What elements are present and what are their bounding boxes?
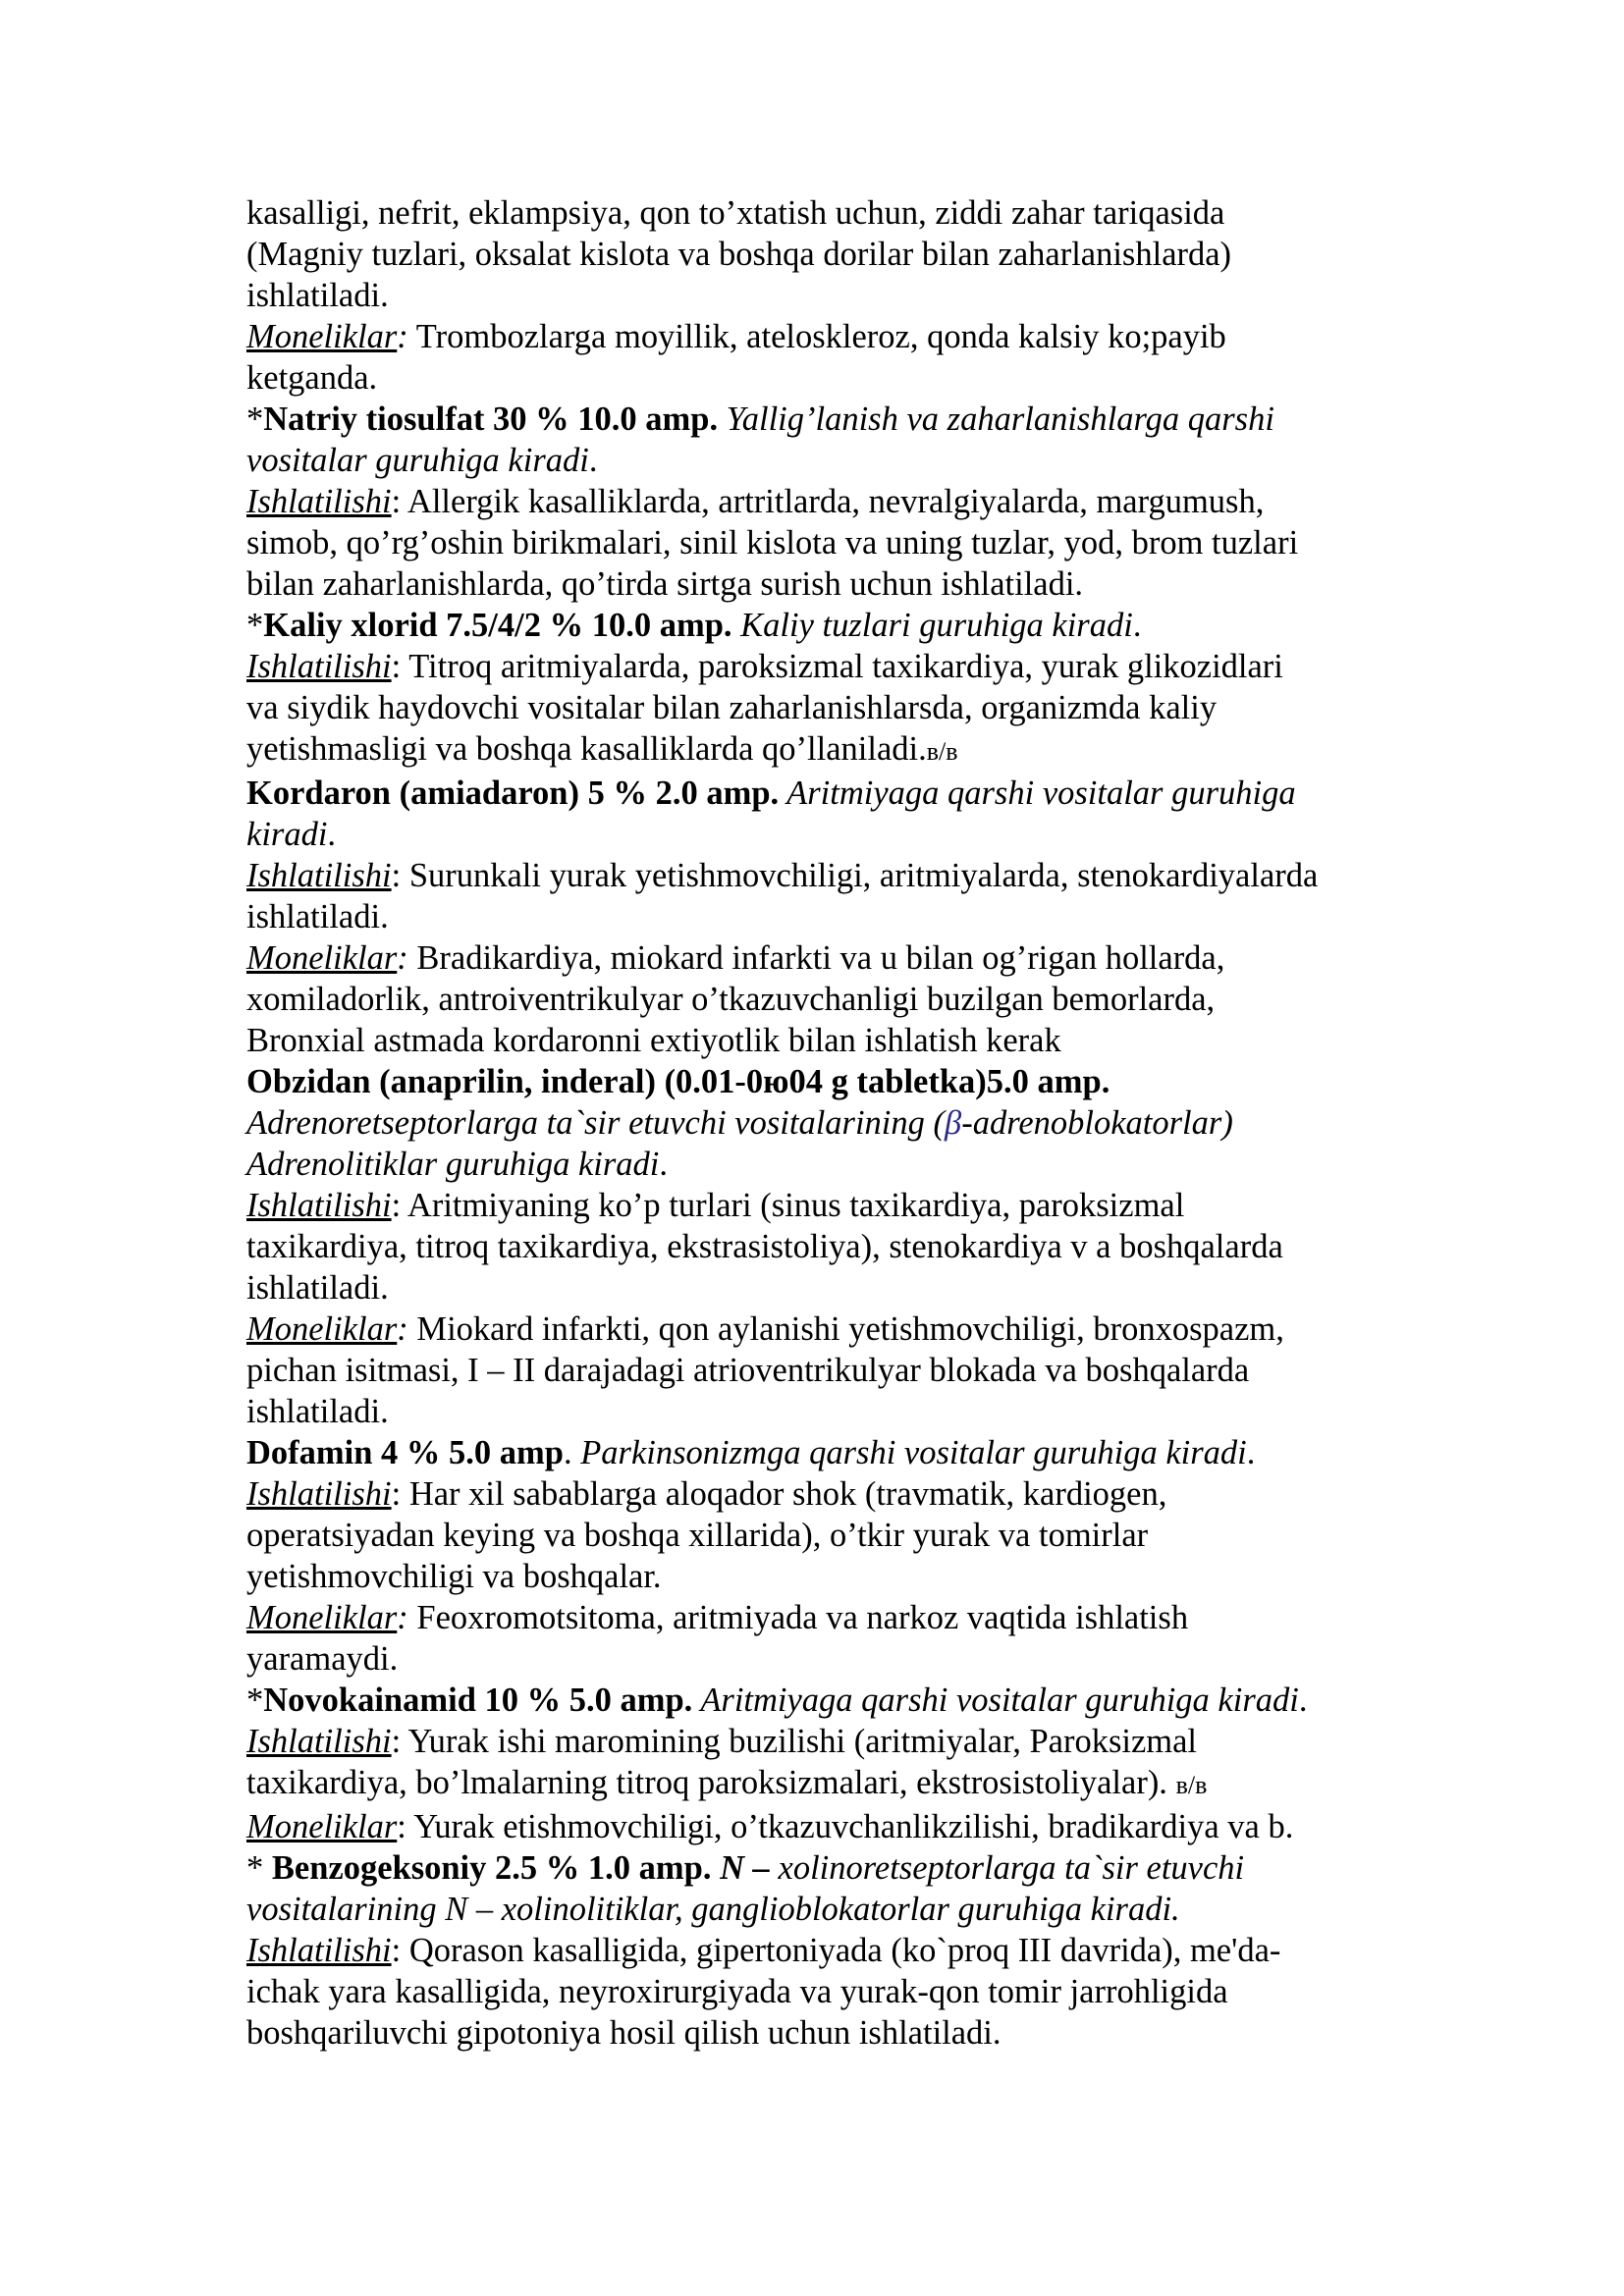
usage-label: Ishlatilishi xyxy=(246,1932,392,1969)
drug-group: Aritmiyaga qarshi vositalar guruhiga xyxy=(779,774,1296,812)
drug-group: Parkinsonizmga qarshi vositalar guruhiga kiradi xyxy=(571,1434,1247,1471)
drug-group: Aritmiyaga qarshi vositalar guruhiga kiradi xyxy=(692,1682,1299,1719)
usage-line: Ishlatilishi: Allergik kasalliklarda, artritlarda, nevralgiyalarda, margumush, xyxy=(246,483,1265,520)
drug-title: Kaliy xlorid 7.5/4/2 % 10.0 amp. xyxy=(263,607,732,644)
contraindications-line: Moneliklar: Yurak etishmovchiligi, o’tkazuvchanlikzilishi, bradikardiya va b. xyxy=(246,1808,1294,1845)
usage-line: Ishlatilishi: Titroq aritmiyalarda, paroksizmal taxikardiya, yurak glikozidlari xyxy=(246,648,1283,685)
drug-heading-natriy: *Natriy tiosulfat 30 % 10.0 amp. Yallig’lanish va zaharlanishlarga qarshi xyxy=(246,400,1274,438)
usage-label: Ishlatilishi xyxy=(246,857,392,894)
text-line: simob, qo’rg’oshin birikmalari, sinil kislota va uning tuzlar, yod, brom tuzlari xyxy=(246,524,1299,561)
drug-heading-obzidan: Obzidan (anaprilin, inderal) (0.01-0ю04 g tabletka)5.0 amp. xyxy=(246,1063,1110,1100)
drug-heading-novokainamid: *Novokainamid 10 % 5.0 amp. Aritmiyaga qarshi vositalar guruhiga kiradi. xyxy=(246,1682,1308,1719)
contraindications-line: Moneliklar: Miokard infarkti, qon aylanishi yetishmovchiligi, bronxospazm, xyxy=(246,1310,1284,1348)
contraindications-label: Moneliklar xyxy=(246,318,398,355)
text-line: kasalligi, nefrit, eklampsiya, qon to’xtatish uchun, ziddi zahar tariqasida xyxy=(246,194,1225,232)
text-line: operatsiyadan keying va boshqa xillarida), o’tkir yurak va tomirlar xyxy=(246,1517,1149,1554)
text-line: va siydik haydovchi vositalar bilan zaharlanishlarsda, organizmda kaliy xyxy=(246,689,1218,726)
beta-symbol: β xyxy=(945,1104,962,1142)
text-line: xomiladorlik, antroiventrikulyar o’tkazuvchanligi buzilgan bemorlarda, xyxy=(246,981,1216,1018)
text-line: ishlatiladi. xyxy=(246,1393,389,1430)
usage-line: Ishlatilishi: Aritmiyaning ko’p turlari (sinus taxikardiya, paroksizmal xyxy=(246,1187,1185,1224)
drug-title: Dofamin 4 % 5.0 amp xyxy=(246,1434,564,1471)
text-line: yetishmovchiligi va boshqalar. xyxy=(246,1558,662,1595)
contraindications-line: Moneliklar: Feoxromotsitoma, aritmiyada va narkoz vaqtida ishlatish xyxy=(246,1599,1189,1636)
usage-label: Ishlatilishi xyxy=(246,1723,392,1760)
drug-group: xolinoretseptorlarga ta`sir etuvchi xyxy=(769,1849,1245,1887)
document-page: kasalligi, nefrit, eklampsiya, qon to’xtatish uchun, ziddi zahar tariqasida (Magniy tuzlari, oksalat kislota va boshqa dorilar bilan zaharlanishlarda) ishlatiladi. Moneliklar: Trombozlarga moyillik, ateloskleroz, qonda kalsiy ko;payib ketganda. *Natriy tiosulfat 30 % 10.0 amp. Yallig’lanish va zaharlanishlarga qarshi vositalar guruhiga kiradi. Ishlatilishi: Allergik kasalliklarda, artritlarda, nevralgiyalarda, margumush, simob, qo’rg’oshin birikmalari, sinil kislota va uning tuzlar, yod, brom tuzlari bilan zaharlanishlarda, qo’tirda sirtga surish uchun ishlatiladi. *Kaliy xlorid 7.5/4/2 % 10.0 amp. Kaliy tuzlari guruhiga kiradi. Ishlatilishi: Titroq aritmiyalarda, paroksizmal taxikardiya, yurak glikozidlari va siydik haydovchi vositalar bilan zaharlanishlarsda, organizmda kaliy yetishmasligi va boshqa kasalliklarda qo’llaniladi.в/в Kordaron (amiadaron) 5 % 2.0 amp. Aritmiyaga qarshi vositalar guruhiga kiradi. Ishlatilishi: Surunkali yurak yetishmovchiligi, aritmiyalarda, stenokardiyalarda ishlatiladi. Moneliklar: Bradikardiya, miokard infarkti va u bilan og’rigan hollarda, xomiladorlik, antroiventrikulyar o’tkazuvchanligi buzilgan bemorlarda, Bronxial astmada kordaronni extiyotlik bilan ishlatish kerak Obzidan (anaprilin, inderal) (0.01-0ю04 g tabletka)5.0 amp. Adrenoretseptorlarga ta`sir etuvchi vositalarining (β-adrenoblokatorlar) Adrenolitiklar guruhiga kiradi. Ishlatilishi: Aritmiyaning ko’p turlari (sinus taxikardiya, paroksizmal taxikardiya, titroq taxikardiya, ekstrasistoliya), stenokardiya v a boshqalarda ishlatiladi. Moneliklar: Miokard infarkti, qon aylanishi yetishmovchiligi, bronxospazm, pichan isitmasi, I – II darajadagi atrioventrikulyar blokada va boshqalarda ishlatiladi. Dofamin 4 % 5.0 amp. Parkinsonizmga qarshi vositalar guruhiga kiradi. Ishlatilishi: Har xil sabablarga aloqador shok (travmatik, kardiogen, operatsiyadan keying va boshqa xillarida), o’tkir yurak va tomirlar yetishmovchiligi va boshqalar. Moneliklar: Feoxromotsitoma, aritmiyada va narkoz vaqtida ishlatish yaramaydi. *Novokainamid 10 % 5.0 amp. Aritmiyaga qarshi vositalar guruhiga kiradi. Ishlatilishi: Yurak ishi maromining buzilishi (aritmiyalar, Paroksizmal taxikardiya, bo’lmalarning titroq paroksizmalari, ekstrosistoliyalar). в/в Moneliklar: Yurak etishmovchiligi, o’tkazuvchanlikzilishi, bradikardiya va b. * Benzogeksoniy 2.5 % 1.0 amp. N – xolinoretseptorlarga ta`sir etuvchi vositalarining N – xolinolitiklar, ganglioblokatorlar guruhiga kiradi. Ishlatilishi: Qorason kasalligida, gipertoniyada (ko`proq III davrida), me'da- ichak yara kasalligida, neyroxirurgiyada va yurak-qon tomir jarrohligida boshqariluvchi gipotoniya hosil qilish uchun ishlatiladi. xyxy=(246,192,1405,2054)
text-line: ishlatiladi. xyxy=(246,277,389,314)
usage-line: Ishlatilishi: Surunkali yurak yetishmovchiligi, aritmiyalarda, stenokardiyalarda xyxy=(246,857,1319,894)
drug-group: Kaliy tuzlari guruhiga kiradi xyxy=(731,607,1133,644)
text-line: taxikardiya, titroq taxikardiya, ekstrasistoliya), stenokardiya v a boshqalarda xyxy=(246,1228,1283,1265)
text-line: yaramaydi. xyxy=(246,1640,399,1678)
drug-heading-benzogeksoniy: * Benzogeksoniy 2.5 % 1.0 amp. N – xolinoretseptorlarga ta`sir etuvchi xyxy=(246,1849,1245,1887)
text-line: ketganda. xyxy=(246,359,378,397)
usage-line: Ishlatilishi: Yurak ishi maromining buzilishi (aritmiyalar, Paroksizmal xyxy=(246,1723,1197,1760)
drug-title: Benzogeksoniy 2.5 % 1.0 amp. xyxy=(271,1849,712,1887)
text-line: ichak yara kasalligida, neyroxirurgiyada va yurak-qon tomir jarrohligida xyxy=(246,1973,1228,2010)
text-line: bilan zaharlanishlarda, qo’tirda sirtga surish uchun ishlatiladi. xyxy=(246,565,1084,603)
text-line: (Magniy tuzlari, oksalat kislota va boshqa dorilar bilan zaharlanishlarda) xyxy=(246,236,1232,273)
drug-title: Novokainamid 10 % 5.0 amp. xyxy=(263,1682,693,1719)
drug-group: Adrenoretseptorlarga ta`sir etuvchi vositalarining (β-adrenoblokatorlar) xyxy=(246,1104,1233,1142)
route-note: в/в xyxy=(926,737,958,766)
usage-line: Ishlatilishi: Har xil sabablarga aloqador shok (travmatik, kardiogen, xyxy=(246,1475,1167,1513)
text-line: boshqariluvchi gipotoniya hosil qilish uchun ishlatiladi. xyxy=(246,2014,1001,2052)
text-line: Bronxial astmada kordaronni extiyotlik bilan ishlatish kerak xyxy=(246,1022,1061,1059)
text-line: vositalarining N – xolinolitiklar, ganglioblokatorlar guruhiga kiradi. xyxy=(246,1891,1180,1928)
drug-heading-dofamin: Dofamin 4 % 5.0 amp. Parkinsonizmga qarshi vositalar guruhiga kiradi. xyxy=(246,1434,1256,1471)
contraindications-label: Moneliklar xyxy=(246,1808,398,1845)
drug-title: Natriy tiosulfat 30 % 10.0 amp. xyxy=(263,400,719,438)
route-note: в/в xyxy=(1175,1771,1208,1799)
usage-label: Ishlatilishi xyxy=(246,648,392,685)
contraindications-line: Moneliklar: Bradikardiya, miokard infarkti va u bilan og’rigan hollarda, xyxy=(246,939,1225,977)
contraindications-label: Moneliklar xyxy=(246,1599,398,1636)
drug-heading-kordaron xyxy=(246,773,1405,814)
text-line: pichan isitmasi, I – II darajadagi atrioventrikulyar blokada va boshqalarda xyxy=(246,1352,1250,1389)
contraindications-label: Moneliklar xyxy=(246,1310,398,1348)
contraindications-label: Moneliklar xyxy=(246,939,398,977)
drug-heading-kaliy: *Kaliy xlorid 7.5/4/2 % 10.0 amp. Kaliy tuzlari guruhiga kiradi. xyxy=(246,607,1142,644)
usage-line: Ishlatilishi: Qorason kasalligida, gipertoniyada (ko`proq III davrida), me'da- xyxy=(246,1932,1281,1969)
drug-group: Yallig’lanish va zaharlanishlarga qarshi xyxy=(718,400,1274,438)
text-line: ishlatiladi. xyxy=(246,898,389,935)
text-line: ishlatiladi. xyxy=(246,1269,389,1307)
drug-title: Kordaron (amiadaron) 5 % 2.0 amp. xyxy=(246,774,780,812)
usage-label: Ishlatilishi xyxy=(246,483,392,520)
contraindications-line: Moneliklar: Trombozlarga moyillik, ateloskleroz, qonda kalsiy ko;payib xyxy=(246,318,1226,355)
usage-label: Ishlatilishi xyxy=(246,1187,392,1224)
usage-label: Ishlatilishi xyxy=(246,1475,392,1513)
